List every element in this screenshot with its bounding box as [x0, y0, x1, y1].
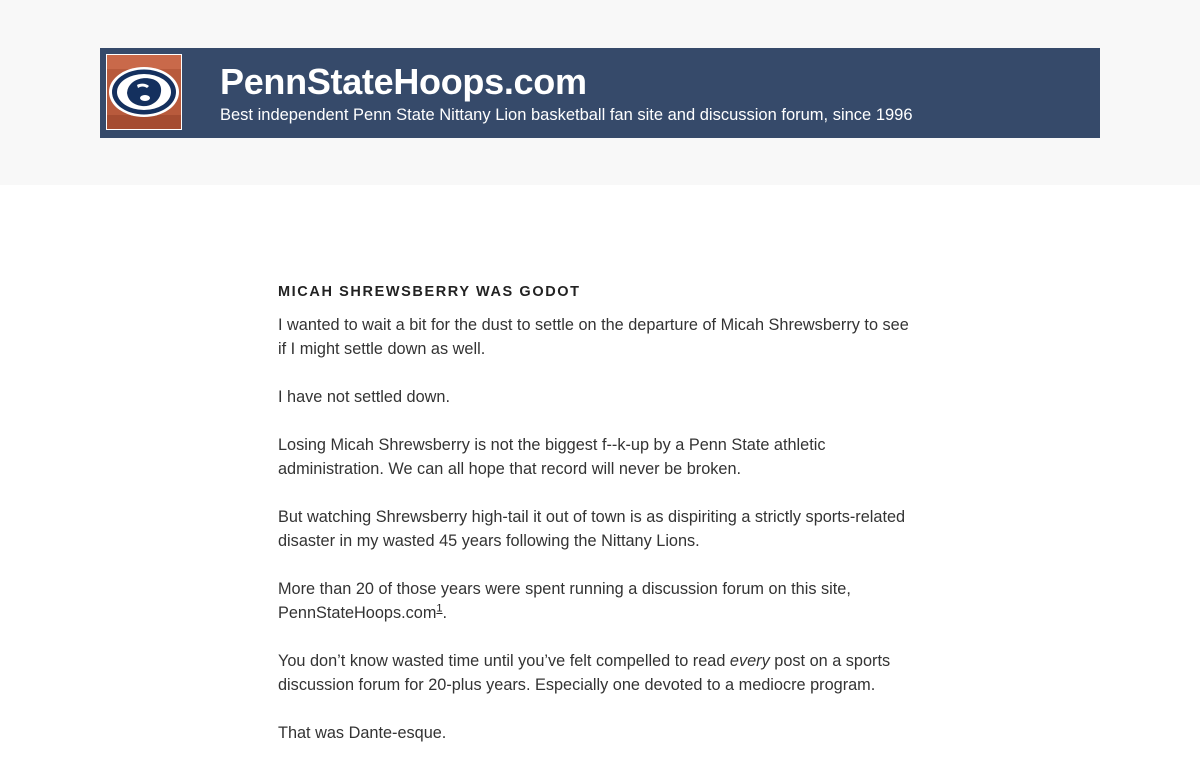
site-title[interactable]: PennStateHoops.com	[220, 61, 587, 102]
post-paragraph-2: I have not settled down.	[278, 388, 450, 406]
post-paragraph-3: Losing Micah Shrewsberry is not the biggest f--k-up by a Penn State athletic administration. We can all hope that record will never be broken.	[278, 436, 826, 478]
site-tagline: Best independent Penn State Nittany Lion basketball fan site and discussion forum, since 1996	[220, 106, 913, 124]
post-paragraph-7: That was Dante-esque.	[278, 724, 447, 742]
nittany-lion-logo-icon	[107, 55, 181, 129]
site-banner	[100, 48, 1100, 138]
paragraph-text: You don’t know wasted time until you’ve felt compelled to read	[278, 652, 730, 670]
paragraph-text: post on a sports discussion forum for 20-plus years. Especially one devoted to a mediocre program.	[278, 652, 891, 694]
main-content	[278, 281, 918, 769]
post-paragraph-4: But watching Shrewsberry high-tail it out of town is as dispiriting a strictly sports-related disaster in my wasted 45 years following the Nittany Lions.	[278, 508, 906, 550]
blog-post	[278, 281, 918, 745]
post-body	[278, 313, 918, 745]
emphasis-text: every	[729, 652, 770, 670]
paragraph-text: More than 20 of those years were spent running a discussion forum on this site, PennStateHoops.com	[278, 580, 851, 622]
post-paragraph-5	[278, 577, 918, 625]
site-logo[interactable]	[106, 54, 182, 130]
footnote-link[interactable]: 1	[436, 602, 443, 615]
site-header	[0, 0, 1200, 185]
paragraph-text: .	[442, 604, 448, 622]
post-paragraph-1: I wanted to wait a bit for the dust to settle on the departure of Micah Shrewsberry to see if I might settle down as well.	[278, 316, 909, 358]
post-title: MICAH SHREWSBERRY WAS GODOT	[278, 284, 581, 300]
post-paragraph-6	[278, 649, 918, 697]
